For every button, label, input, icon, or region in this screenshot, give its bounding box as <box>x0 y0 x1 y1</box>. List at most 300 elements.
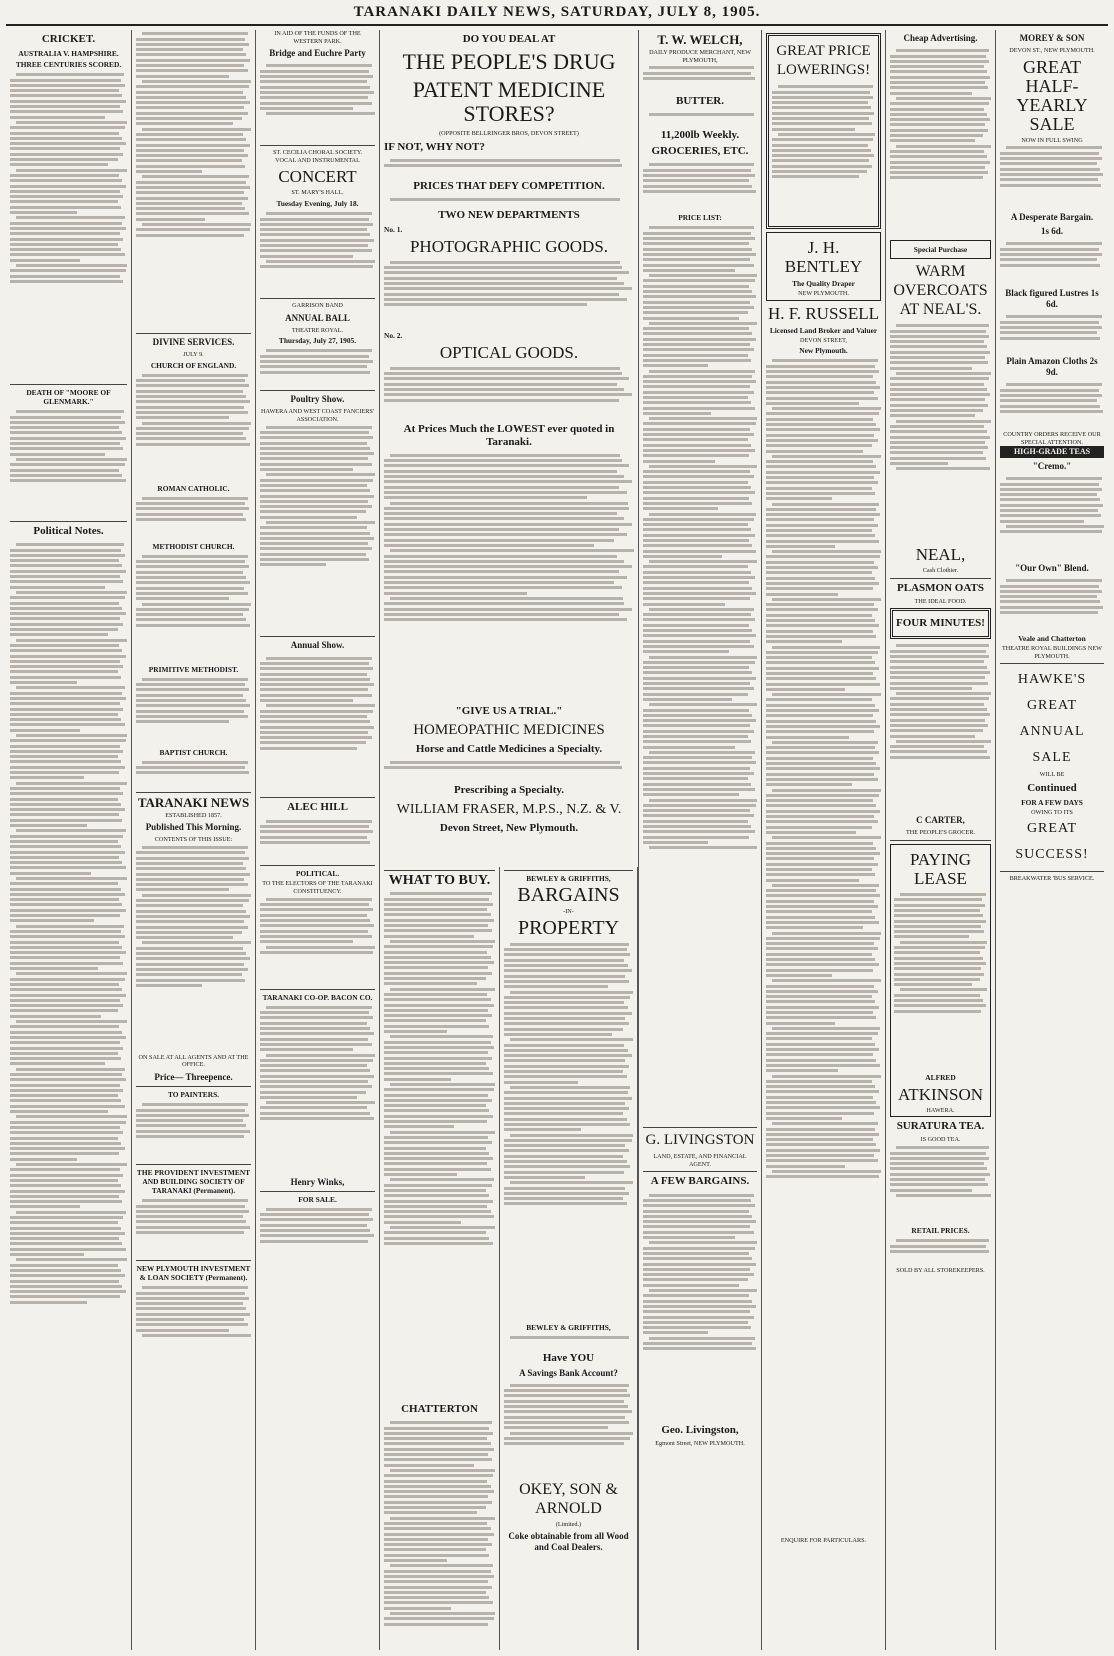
text-line <box>266 898 372 901</box>
text-line <box>16 829 126 832</box>
text-line <box>384 1242 493 1245</box>
text-line <box>1000 253 1102 256</box>
text-line <box>136 101 250 104</box>
text-line <box>136 406 244 409</box>
text-line <box>772 693 881 696</box>
text-line <box>504 1012 632 1015</box>
lowerings-notice <box>772 83 875 223</box>
text-line <box>384 1453 488 1456</box>
text-line <box>136 400 250 403</box>
text-line <box>1000 178 1098 181</box>
continued: Continued <box>1027 781 1077 794</box>
text-line <box>10 623 123 626</box>
text-line <box>136 507 249 510</box>
text-line <box>10 1200 122 1203</box>
text-line <box>384 475 624 478</box>
text-line <box>766 1011 873 1014</box>
text-line <box>643 746 735 749</box>
text-line <box>643 491 755 494</box>
bentley-box <box>766 232 881 301</box>
text-line <box>643 401 751 404</box>
text-line <box>260 1112 370 1115</box>
text-line <box>890 414 975 417</box>
text-line <box>643 1268 750 1271</box>
text-line <box>766 889 876 892</box>
text-line <box>10 1004 123 1007</box>
text-line <box>10 745 120 748</box>
text-line <box>260 526 367 529</box>
text-line <box>504 1192 629 1195</box>
text-line <box>136 1297 249 1300</box>
text-line <box>766 402 859 405</box>
text-line <box>136 1307 246 1310</box>
savings-bank: A Savings Bank Account? <box>519 1367 618 1378</box>
death-heading: DEATH OF "MOORE OF GLENMARK." <box>26 388 111 406</box>
text-line <box>10 479 126 482</box>
text-line <box>136 154 248 157</box>
warm-overcoats: WARM OVERCOATS AT NEAL'S. <box>893 263 988 318</box>
text-line <box>260 75 373 78</box>
text-line <box>260 468 353 471</box>
text-line <box>766 937 880 940</box>
text-line <box>766 1106 880 1109</box>
text-line <box>136 883 248 886</box>
text-line <box>766 450 863 453</box>
text-line <box>766 571 872 574</box>
text-line <box>504 1112 623 1115</box>
text-line <box>384 1215 494 1218</box>
text-line <box>136 973 242 976</box>
text-line <box>10 232 120 235</box>
text-line <box>649 513 756 516</box>
text-line <box>1006 242 1102 245</box>
text-line <box>10 713 118 716</box>
text-line <box>16 734 127 737</box>
annual-ball: ANNUAL BALL <box>285 312 350 323</box>
text-line <box>504 1442 624 1445</box>
text-line <box>504 1197 623 1200</box>
text-line <box>16 121 127 124</box>
text-line <box>900 988 987 991</box>
text-line <box>643 1257 752 1260</box>
text-line <box>890 377 989 380</box>
text-line <box>384 303 587 306</box>
text-line <box>10 596 125 599</box>
text-line <box>766 879 859 882</box>
text-line <box>504 1426 608 1429</box>
text-line <box>260 510 366 513</box>
text-line <box>890 1178 985 1181</box>
text-line <box>643 269 735 272</box>
text-line <box>390 1469 495 1472</box>
text-line <box>10 275 120 278</box>
divider <box>260 1191 375 1192</box>
text-line <box>766 577 875 580</box>
text-line <box>766 842 873 845</box>
text-line <box>136 91 243 94</box>
text-line <box>384 1136 488 1139</box>
great-price-lowerings: GREAT PRICE LOWERINGS! <box>776 43 871 78</box>
henry-winks: Henry Winks, <box>290 1176 345 1187</box>
text-line <box>260 265 373 268</box>
text-line <box>766 1101 876 1104</box>
text-line <box>136 857 249 860</box>
text-line <box>390 597 623 600</box>
text-line <box>260 1043 372 1046</box>
text-line <box>894 1010 981 1013</box>
text-line <box>10 126 125 129</box>
text-line <box>384 164 622 167</box>
choral-society: ST. CECILIA CHORAL SOCIETY. <box>272 149 363 157</box>
text-line <box>136 432 243 435</box>
text-line <box>1000 585 1099 588</box>
text-line <box>643 1220 756 1223</box>
text-line <box>390 1421 492 1424</box>
theatre-royal: THEATRE ROYAL. <box>291 326 344 334</box>
text-line <box>136 947 243 950</box>
text-line <box>643 544 752 547</box>
text-line <box>136 581 250 584</box>
text-line <box>10 798 118 801</box>
text-line <box>766 810 880 813</box>
text-line <box>890 81 985 84</box>
text-line <box>136 766 245 769</box>
bewley-address <box>504 1334 633 1349</box>
text-line <box>10 994 126 997</box>
text-line <box>890 713 990 716</box>
text-line <box>260 673 367 676</box>
text-line <box>643 428 750 431</box>
text-line <box>384 555 617 558</box>
text-line <box>384 1184 492 1187</box>
text-line <box>643 735 748 738</box>
text-line <box>890 436 990 439</box>
text-line <box>136 878 244 881</box>
text-line <box>649 1337 755 1340</box>
text-line <box>260 1016 373 1019</box>
text-line <box>16 73 124 76</box>
text-line <box>136 910 246 913</box>
column-7 <box>762 30 886 1650</box>
alec-notice <box>260 817 375 862</box>
text-line <box>778 133 875 136</box>
no-2: No. 2. <box>384 330 403 340</box>
text-line <box>142 761 248 764</box>
text-line <box>766 1069 838 1072</box>
text-line <box>643 185 752 188</box>
optical-list <box>384 365 634 420</box>
text-line <box>136 873 250 876</box>
text-line <box>384 935 474 938</box>
neal: NEAL, <box>915 545 966 564</box>
text-line <box>136 48 243 51</box>
text-line <box>10 819 122 822</box>
text-line <box>142 1334 251 1337</box>
text-line <box>136 212 249 215</box>
text-line <box>10 195 123 198</box>
text-line <box>142 422 251 425</box>
text-line <box>10 692 122 695</box>
text-line <box>136 699 246 702</box>
text-line <box>136 186 250 189</box>
text-line <box>384 528 619 531</box>
text-line <box>384 480 632 483</box>
text-line <box>10 447 123 450</box>
divider <box>384 870 495 871</box>
text-line <box>766 1133 879 1136</box>
text-line <box>1000 405 1100 408</box>
text-line <box>10 670 118 673</box>
text-line <box>890 729 983 732</box>
text-line <box>894 920 986 923</box>
text-line <box>260 726 374 729</box>
text-line <box>766 524 878 527</box>
text-line <box>643 438 748 441</box>
text-line <box>510 1384 629 1387</box>
text-line <box>643 565 748 568</box>
cricket-subheading-2: THREE CENTURIES SCORED. <box>15 60 122 69</box>
text-line <box>772 455 881 458</box>
text-line <box>136 715 248 718</box>
methodist-church: METHODIST CHURCH. <box>152 541 235 551</box>
text-line <box>10 813 119 816</box>
text-line <box>384 1231 486 1234</box>
text-line <box>649 66 754 69</box>
text-line <box>136 984 202 987</box>
text-line <box>1000 488 1102 491</box>
text-line <box>260 741 366 744</box>
text-line <box>384 1474 493 1477</box>
text-line <box>772 165 872 168</box>
groceries-notice <box>643 161 757 211</box>
text-line <box>643 1278 748 1281</box>
text-line <box>266 1006 372 1009</box>
text-line <box>136 384 249 387</box>
text-line <box>766 910 872 913</box>
text-line <box>260 914 367 917</box>
text-line <box>260 951 373 954</box>
text-line <box>890 682 988 685</box>
success: SUCCESS! <box>1015 847 1089 863</box>
text-line <box>10 1295 120 1298</box>
text-line <box>643 433 754 436</box>
text-line <box>504 969 632 972</box>
plasmon-notice <box>890 642 991 812</box>
text-line <box>766 1154 874 1157</box>
text-line <box>766 386 880 389</box>
text-line <box>10 1290 126 1293</box>
russell-sub: Licensed Land Broker and Valuer <box>769 325 878 335</box>
ideal-food: THE IDEAL FOOD. <box>914 597 967 605</box>
text-line <box>142 175 249 178</box>
four-minutes-box <box>890 608 991 639</box>
text-line <box>643 603 725 606</box>
divider <box>136 333 251 334</box>
divider <box>504 870 633 871</box>
text-line <box>643 237 755 240</box>
text-line <box>10 222 122 225</box>
text-line <box>136 133 243 136</box>
text-line <box>136 117 242 120</box>
text-line <box>136 43 249 46</box>
text-line <box>1006 477 1102 480</box>
text-line <box>384 618 627 621</box>
text-line <box>142 128 251 131</box>
text-line <box>643 179 749 182</box>
atkinson-hawera: HAWERA. <box>926 1106 955 1114</box>
text-line <box>1000 509 1098 512</box>
text-line <box>766 736 849 739</box>
text-line <box>384 1115 493 1118</box>
text-line <box>266 64 372 67</box>
text-line <box>10 851 125 854</box>
text-line <box>136 1226 250 1229</box>
text-line <box>772 149 871 152</box>
text-line <box>510 1336 629 1339</box>
text-line <box>260 558 369 561</box>
text-line <box>136 1318 244 1321</box>
text-line <box>772 598 881 601</box>
text-line <box>766 868 872 871</box>
text-line <box>1000 389 1099 392</box>
text-line <box>390 1226 495 1229</box>
text-line <box>384 287 632 290</box>
divider <box>890 840 991 841</box>
text-line <box>260 710 373 713</box>
text-line <box>136 165 245 168</box>
text-line <box>890 719 985 722</box>
photographic-list <box>384 259 634 329</box>
text-line <box>766 720 876 723</box>
text-line <box>384 1067 489 1070</box>
text-line <box>136 704 250 707</box>
text-line <box>772 932 881 935</box>
text-line <box>643 248 752 251</box>
text-line <box>504 1176 585 1179</box>
text-line <box>10 1121 126 1124</box>
text-line <box>649 322 757 325</box>
text-line <box>260 516 357 519</box>
vocal-instrumental: VOCAL AND INSTRUMENTAL <box>275 156 360 164</box>
text-line <box>772 175 859 178</box>
text-line <box>136 144 250 147</box>
text-line <box>384 602 624 605</box>
text-line <box>766 1149 880 1152</box>
text-line <box>643 497 749 500</box>
text-line <box>890 1167 987 1170</box>
text-line <box>136 565 249 568</box>
contents-heading: CONTENTS OF THIS ISSUE: <box>154 836 233 844</box>
text-line <box>643 783 751 786</box>
text-line <box>10 89 119 92</box>
text-line <box>643 677 756 680</box>
text-line <box>896 49 989 52</box>
text-line <box>136 904 243 907</box>
text-line <box>136 920 244 923</box>
text-line <box>643 613 751 616</box>
text-line <box>643 539 749 542</box>
text-line <box>136 560 245 563</box>
text-line <box>649 226 754 229</box>
horse-cattle: Horse and Cattle Medicines a Specialty. <box>415 742 603 755</box>
text-line <box>643 682 750 685</box>
text-line <box>504 1017 625 1020</box>
text-line <box>136 618 246 621</box>
paying-lease: PAYING LEASE <box>909 849 972 888</box>
text-line <box>643 1263 756 1266</box>
text-line <box>504 1149 629 1152</box>
country-orders <box>384 759 634 781</box>
text-line <box>894 898 982 901</box>
text-line <box>384 1522 487 1525</box>
text-line <box>643 618 755 621</box>
text-line <box>894 983 972 986</box>
text-line <box>16 216 125 219</box>
text-line <box>772 1027 880 1030</box>
text-line <box>260 683 374 686</box>
text-line <box>260 484 367 487</box>
text-line <box>10 919 94 922</box>
price: Price— Threepence. <box>154 1071 233 1082</box>
text-line <box>10 946 122 949</box>
text-line <box>643 629 752 632</box>
text-line <box>260 1080 368 1083</box>
text-line <box>390 261 620 264</box>
text-line <box>890 367 972 370</box>
text-line <box>10 132 119 135</box>
text-line <box>10 612 126 615</box>
text-line <box>766 778 878 781</box>
text-line <box>890 697 989 700</box>
text-line <box>384 1189 486 1192</box>
text-line <box>643 661 755 664</box>
text-line <box>890 446 988 449</box>
text-line <box>643 1225 750 1228</box>
text-line <box>384 956 491 959</box>
text-line <box>384 1427 489 1430</box>
text-line <box>890 724 988 727</box>
text-line <box>384 1601 493 1604</box>
text-line <box>10 988 122 991</box>
text-line <box>136 1205 245 1208</box>
text-line <box>643 258 750 261</box>
text-line <box>10 898 119 901</box>
text-line <box>643 640 750 643</box>
text-line <box>890 171 988 174</box>
divider <box>136 1164 251 1165</box>
text-line <box>10 153 123 156</box>
ball-notice <box>260 347 375 387</box>
text-line <box>896 145 991 148</box>
text-line <box>890 335 989 338</box>
retail-list <box>890 1237 991 1267</box>
text-line <box>10 1274 125 1277</box>
text-line <box>1000 399 1097 402</box>
text-line <box>10 1015 101 1018</box>
text-line <box>384 951 487 954</box>
text-line <box>10 200 118 203</box>
divider <box>10 521 127 522</box>
divider <box>260 145 375 146</box>
text-line <box>504 1075 627 1078</box>
great-price-box <box>766 33 881 229</box>
text-line <box>384 1458 492 1461</box>
text-line <box>136 1109 245 1112</box>
text-line <box>10 1036 126 1039</box>
text-line <box>136 502 245 505</box>
text-line <box>384 266 622 269</box>
news-established: ESTABLISHED 1857. <box>165 811 222 819</box>
